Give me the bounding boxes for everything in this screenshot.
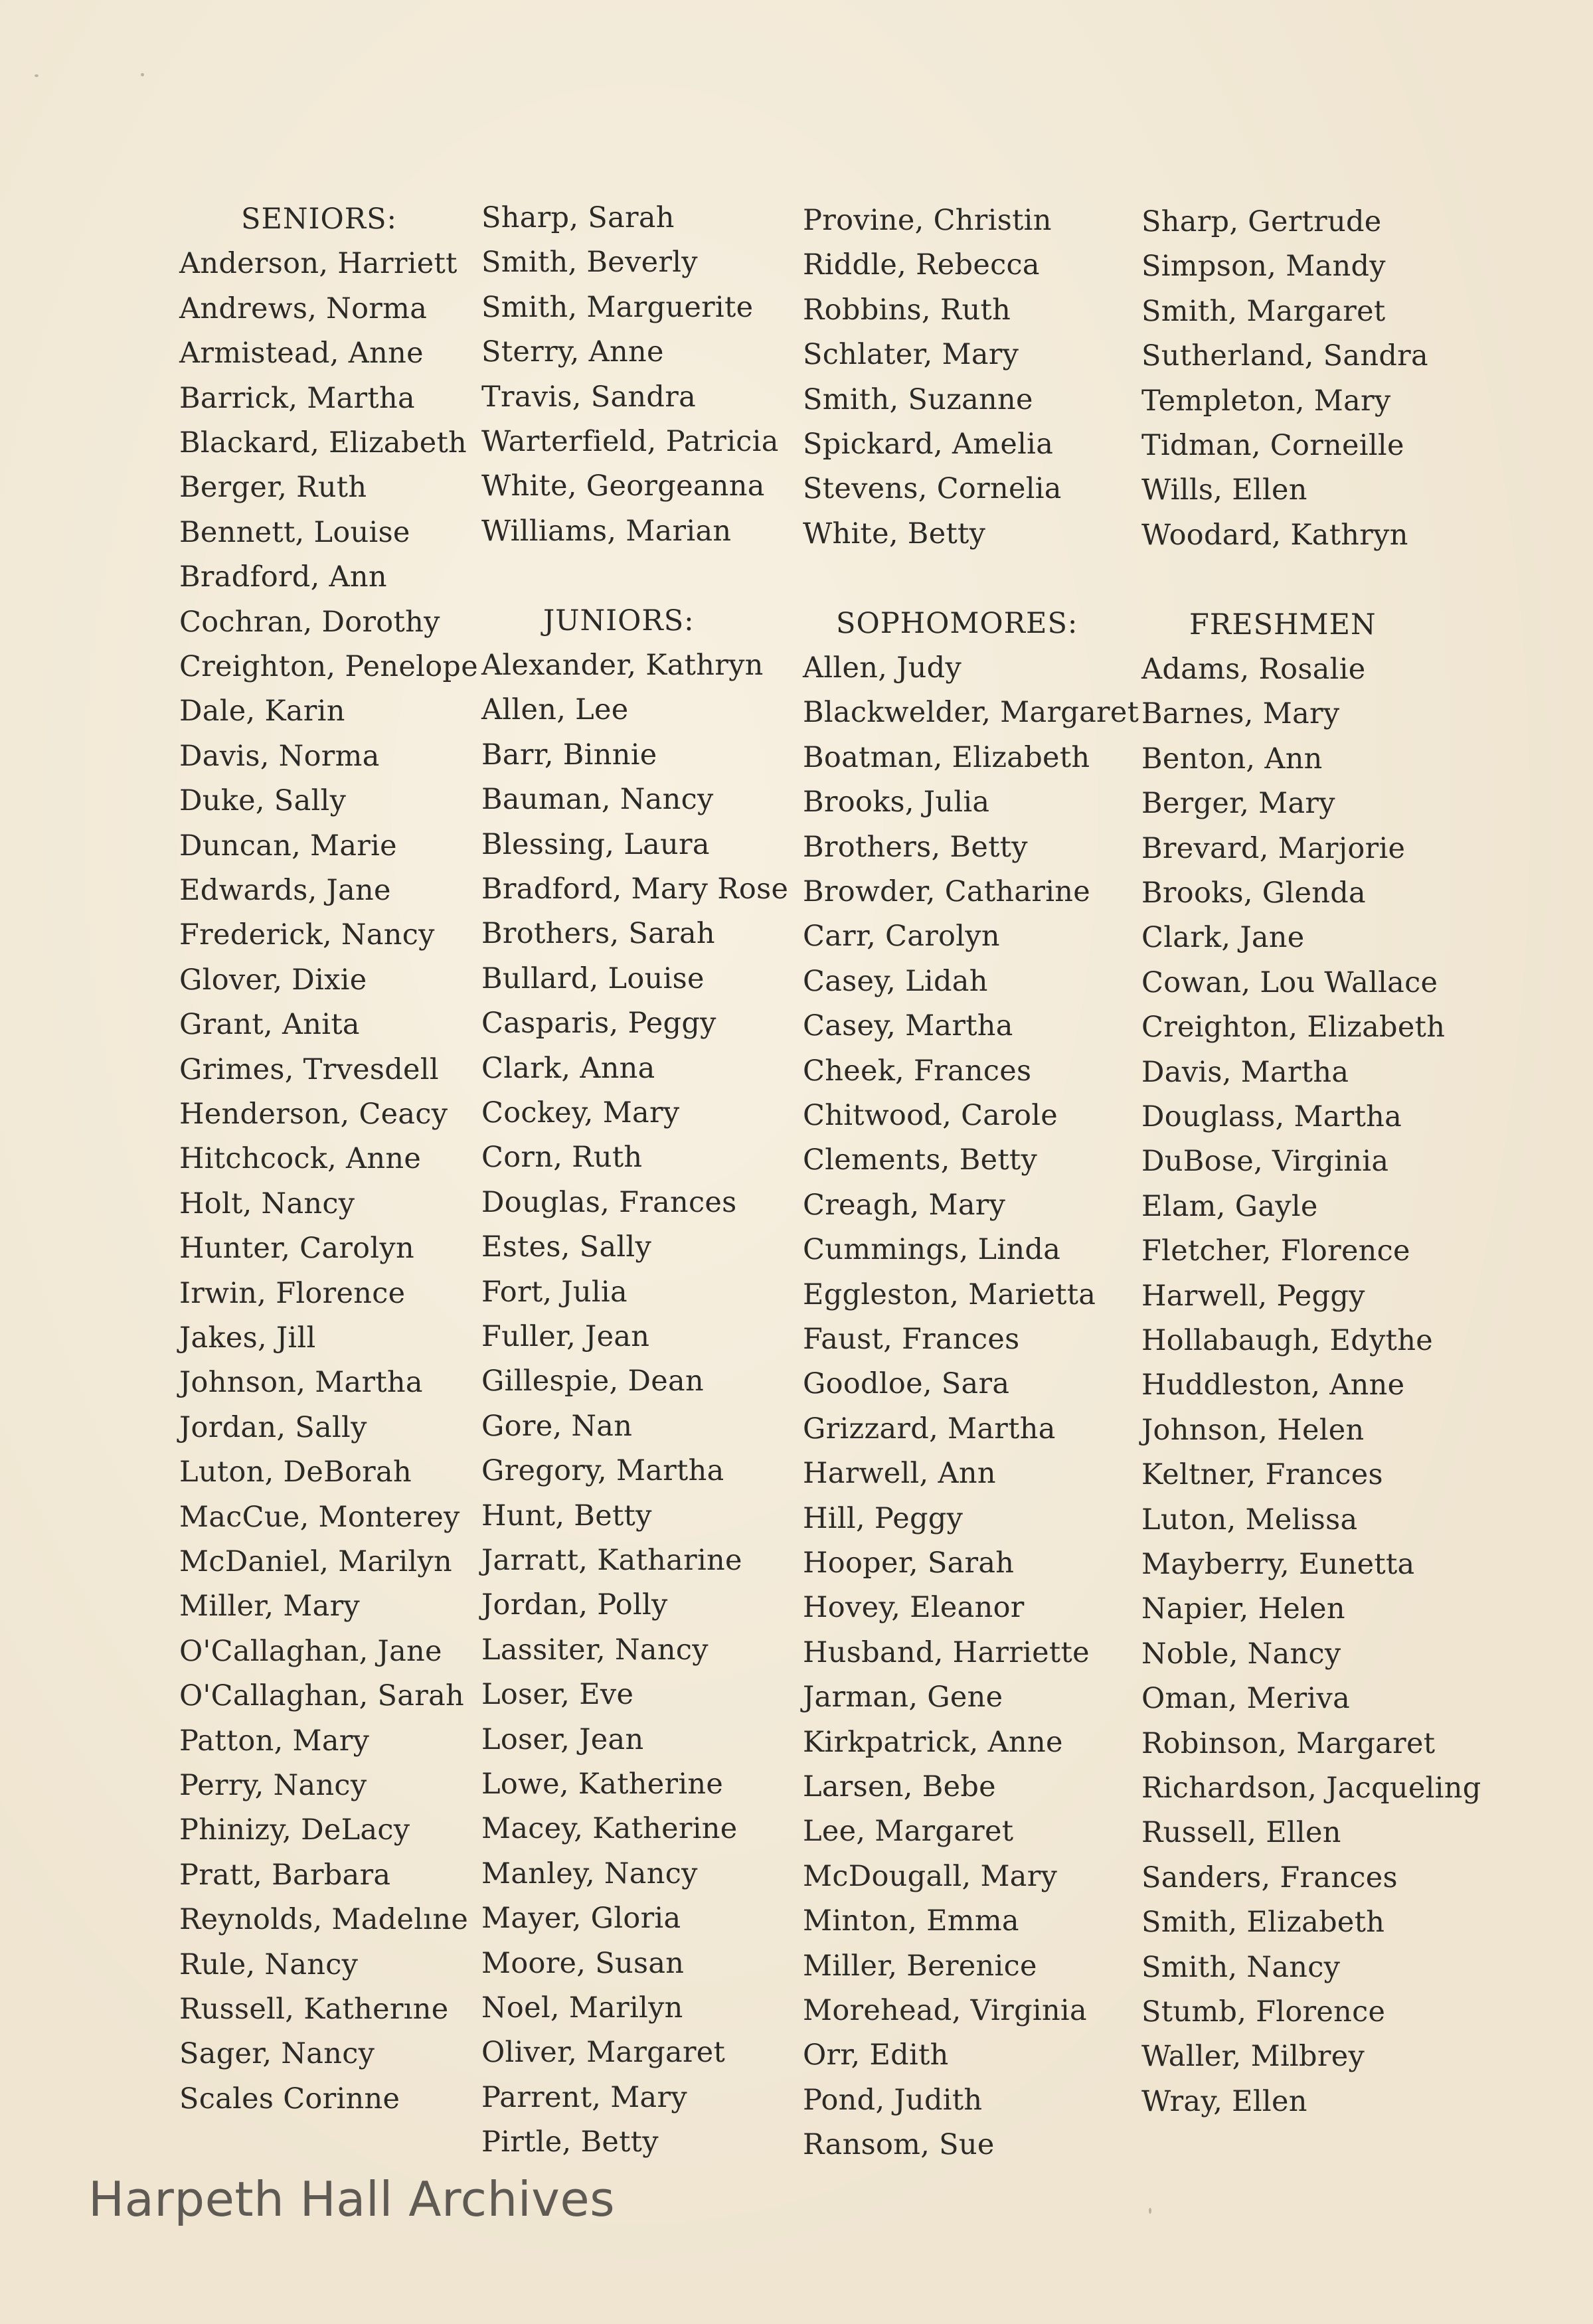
student-name: Blessing, Laura (481, 827, 710, 861)
student-name: Frederick, Nancy (179, 918, 435, 952)
student-name: Parrent, Mary (481, 2080, 687, 2114)
student-name: Brothers, Sarah (481, 917, 715, 951)
paper-speck (35, 74, 39, 77)
student-name: Corn, Ruth (481, 1141, 643, 1175)
student-name: Templeton, Mary (1141, 384, 1391, 418)
student-name: Cheek, Frances (803, 1054, 1032, 1088)
student-name: Harwell, Peggy (1141, 1279, 1365, 1313)
student-name: Robbins, Ruth (803, 293, 1011, 327)
student-name: Cummings, Linda (803, 1233, 1061, 1267)
student-name: Brooks, Julia (803, 786, 990, 819)
student-name: Larsen, Bebe (803, 1770, 996, 1803)
student-name: Jordan, Polly (481, 1588, 668, 1622)
section-header: SOPHOMORES: (836, 606, 1078, 640)
student-name: Jarratt, Katharine (481, 1544, 742, 1577)
student-name: Brevard, Marjorie (1141, 831, 1406, 865)
student-name: McDougall, Mary (803, 1859, 1058, 1893)
student-name: McDaniel, Marilyn (179, 1545, 453, 1578)
student-name: Hitchcock, Anne (179, 1142, 422, 1176)
student-name: Johnson, Helen (1141, 1413, 1365, 1447)
student-name: Pond, Judith (803, 2083, 983, 2117)
student-name: Hunter, Carolyn (179, 1232, 415, 1266)
student-name: Armistead, Anne (179, 337, 424, 371)
student-name: Kirkpatrick, Anne (803, 1725, 1063, 1759)
student-name: Creighton, Penelope (179, 650, 478, 683)
student-name: Irwin, Florence (179, 1276, 406, 1310)
student-name: Grizzard, Martha (803, 1412, 1056, 1446)
student-name: Sanders, Frances (1141, 1861, 1398, 1894)
student-name: Glover, Dixie (179, 963, 367, 997)
student-name: Clark, Jane (1141, 921, 1305, 955)
student-name: Cockey, Mary (481, 1096, 680, 1129)
student-name: Riddle, Rebecca (803, 248, 1040, 282)
student-name: Miller, Mary (179, 1590, 361, 1623)
student-name: Davis, Martha (1141, 1055, 1349, 1089)
student-name: Schlater, Mary (803, 338, 1019, 372)
student-name: Bullard, Louise (481, 961, 705, 995)
student-name: Davis, Norma (179, 739, 380, 773)
student-name: Sterry, Anne (481, 335, 664, 369)
student-name: Hill, Peggy (803, 1501, 964, 1535)
student-name: Orr, Edith (803, 2038, 949, 2072)
student-name: Allen, Judy (803, 651, 962, 685)
student-name: Jordan, Sally (179, 1410, 367, 1444)
student-name: Estes, Sally (481, 1230, 652, 1264)
student-name: Noble, Nancy (1141, 1637, 1341, 1671)
student-name: Scales Corinne (179, 2082, 400, 2116)
student-name: Oliver, Margaret (481, 2036, 726, 2070)
student-name: Spickard, Amelia (803, 428, 1054, 461)
student-name: Hunt, Betty (481, 1499, 652, 1533)
student-name: Robinson, Margaret (1141, 1726, 1436, 1760)
student-name: Dale, Karin (179, 695, 345, 728)
student-name: O'Callaghan, Jane (179, 1634, 442, 1668)
student-name: Luton, Melissa (1141, 1503, 1358, 1536)
student-name: Warterfield, Patricia (481, 425, 779, 458)
student-name: O'Callaghan, Sarah (179, 1679, 465, 1713)
student-name: Wray, Ellen (1141, 2084, 1307, 2118)
student-name: White, Betty (803, 517, 986, 550)
student-name: Benton, Ann (1141, 742, 1323, 776)
student-name: Berger, Ruth (179, 471, 367, 505)
student-name: Adams, Rosalie (1141, 653, 1366, 686)
student-name: Pirtle, Betty (481, 2125, 659, 2159)
student-name: Travis, Sandra (481, 380, 697, 414)
student-name: Barrick, Martha (179, 381, 415, 415)
student-name: Lassiter, Nancy (481, 1633, 709, 1667)
student-name: Keltner, Frances (1141, 1458, 1383, 1492)
student-name: Andrews, Norma (179, 291, 428, 325)
student-name: Stevens, Cornelia (803, 472, 1062, 506)
student-name: Holt, Nancy (179, 1187, 355, 1220)
student-name: Goodloe, Sara (803, 1367, 1010, 1401)
student-name: Jakes, Jill (179, 1321, 316, 1355)
student-name: Loser, Jean (481, 1722, 644, 1756)
student-name: Gore, Nan (481, 1409, 633, 1443)
student-name: DuBose, Virginia (1141, 1145, 1389, 1179)
student-name: Brooks, Glenda (1141, 876, 1366, 910)
student-name: Huddleston, Anne (1141, 1369, 1405, 1402)
student-name: Smith, Beverly (481, 246, 698, 280)
student-name: Patton, Mary (179, 1724, 370, 1758)
student-name: Ransom, Sue (803, 2128, 995, 2162)
student-name: Chitwood, Carole (803, 1099, 1058, 1132)
student-name: Barnes, Mary (1141, 697, 1340, 731)
student-name: Edwards, Jane (179, 874, 391, 907)
student-name: Carr, Carolyn (803, 920, 1000, 954)
student-name: Duncan, Marie (179, 829, 397, 863)
student-name: Henderson, Ceacy (179, 1098, 448, 1131)
student-name: Smith, Nancy (1141, 1950, 1341, 1984)
student-name: Anderson, Harriett (179, 247, 458, 281)
student-name: Jarman, Gene (803, 1681, 1003, 1714)
student-name: Hooper, Sarah (803, 1546, 1015, 1580)
student-name: Gillespie, Dean (481, 1365, 704, 1398)
student-name: Smith, Elizabeth (1141, 1906, 1385, 1940)
student-name: Grimes, Trvesdell (179, 1052, 439, 1086)
student-name: Clements, Betty (803, 1143, 1038, 1177)
student-name: Provine, Christin (803, 204, 1052, 237)
student-name: Phinizy, DeLacy (179, 1813, 410, 1847)
student-name: Fuller, Jean (481, 1320, 650, 1353)
student-name: Creighton, Elizabeth (1141, 1011, 1446, 1044)
student-name: Casey, Lidah (803, 964, 988, 998)
student-name: Reynolds, Madelıne (179, 1903, 469, 1937)
student-name: Smith, Margaret (1141, 294, 1386, 328)
student-name: Stumb, Florence (1141, 1995, 1386, 2029)
student-name: Berger, Mary (1141, 787, 1335, 821)
student-name: Hovey, Eleanor (803, 1591, 1025, 1625)
student-name: Eggleston, Marietta (803, 1278, 1096, 1311)
student-name: Russell, Ellen (1141, 1816, 1341, 1850)
student-name: Clark, Anna (481, 1051, 655, 1085)
student-name: Fort, Julia (481, 1275, 628, 1309)
student-name: Brothers, Betty (803, 830, 1028, 864)
student-name: Pratt, Barbara (179, 1858, 391, 1892)
student-name: Simpson, Mandy (1141, 250, 1386, 284)
student-name: Bennett, Louise (179, 515, 410, 549)
student-name: Bradford, Ann (179, 560, 387, 594)
student-name: Douglas, Frances (481, 1185, 737, 1219)
section-header: FRESHMEN (1189, 608, 1377, 641)
student-name: Oman, Meriva (1141, 1682, 1351, 1716)
student-name: Wills, Ellen (1141, 473, 1307, 507)
student-name: Douglass, Martha (1141, 1100, 1402, 1133)
student-name: Noel, Marilyn (481, 1991, 683, 2025)
student-name: Moore, Susan (481, 1946, 685, 1980)
student-name: Johnson, Martha (179, 1366, 423, 1400)
student-name: Smith, Marguerite (481, 290, 754, 324)
student-name: Woodard, Kathryn (1141, 518, 1408, 552)
student-name: Alexander, Kathryn (481, 649, 764, 682)
student-name: Sharp, Gertrude (1141, 205, 1382, 238)
student-name: Lowe, Katherine (481, 1768, 724, 1801)
student-name: Lee, Margaret (803, 1815, 1014, 1849)
student-name: Creagh, Mary (803, 1188, 1006, 1222)
student-name: Husband, Harriette (803, 1635, 1090, 1669)
student-name: Sharp, Sarah (481, 201, 675, 234)
paper-speck (1149, 2208, 1151, 2214)
student-name: Gregory, Martha (481, 1454, 724, 1488)
student-name: Cowan, Lou Wallace (1141, 965, 1438, 999)
student-name: Duke, Sally (179, 784, 347, 818)
student-name: Sager, Nancy (179, 2037, 375, 2071)
student-name: Williams, Marian (481, 514, 732, 548)
student-name: Sutherland, Sandra (1141, 339, 1428, 373)
student-name: Perry, Nancy (179, 1769, 367, 1802)
student-name: Harwell, Ann (803, 1457, 996, 1491)
student-name: Minton, Emma (803, 1904, 1019, 1938)
student-name: Faust, Frances (803, 1323, 1020, 1356)
student-name: Morehead, Virginia (803, 1994, 1087, 2027)
student-name: Bradford, Mary Rose (481, 872, 789, 906)
student-name: Blackard, Elizabeth (179, 426, 467, 459)
archive-watermark: Harpeth Hall Archives (88, 2171, 616, 2227)
student-name: Casparis, Peggy (481, 1007, 716, 1040)
student-name: Casey, Martha (803, 1009, 1013, 1043)
student-name: Hollabaugh, Edythe (1141, 1324, 1433, 1357)
paper-speck (141, 73, 144, 76)
student-name: Loser, Eve (481, 1678, 634, 1712)
student-name: Smith, Suzanne (803, 382, 1033, 416)
student-name: Bauman, Nancy (481, 783, 714, 817)
section-header: SENIORS: (241, 203, 398, 236)
student-name: Miller, Berenice (803, 1949, 1037, 1983)
student-name: Cochran, Dorothy (179, 605, 440, 639)
student-name: Rule, Nancy (179, 1948, 359, 1981)
student-name: Waller, Milbrey (1141, 2040, 1365, 2074)
section-header: JUNIORS: (543, 604, 695, 637)
student-name: Boatman, Elizabeth (803, 740, 1090, 774)
student-name: Barr, Binnie (481, 738, 657, 772)
student-name: Blackwelder, Margaret (803, 696, 1139, 730)
student-name: Elam, Gayle (1141, 1189, 1318, 1223)
student-name: Macey, Katherine (481, 1812, 738, 1846)
student-name: Allen, Lee (481, 693, 629, 727)
student-name: Tidman, Corneille (1141, 429, 1404, 462)
student-name: Richardson, Jacqueling (1141, 1772, 1481, 1805)
student-name: Fletcher, Florence (1141, 1234, 1410, 1268)
student-name: Browder, Catharine (803, 875, 1090, 908)
student-name: Russell, Katherıne (179, 1993, 449, 2026)
student-name: White, Georgeanna (481, 469, 765, 503)
student-name: Grant, Anita (179, 1008, 360, 1042)
student-name: Mayberry, Eunetta (1141, 1548, 1415, 1581)
student-name: MacCue, Monterey (179, 1500, 460, 1534)
student-name: Luton, DeBorah (179, 1455, 412, 1489)
student-name: Napier, Helen (1141, 1592, 1345, 1626)
student-name: Mayer, Gloria (481, 1902, 681, 1936)
student-name: Manley, Nancy (481, 1857, 698, 1890)
